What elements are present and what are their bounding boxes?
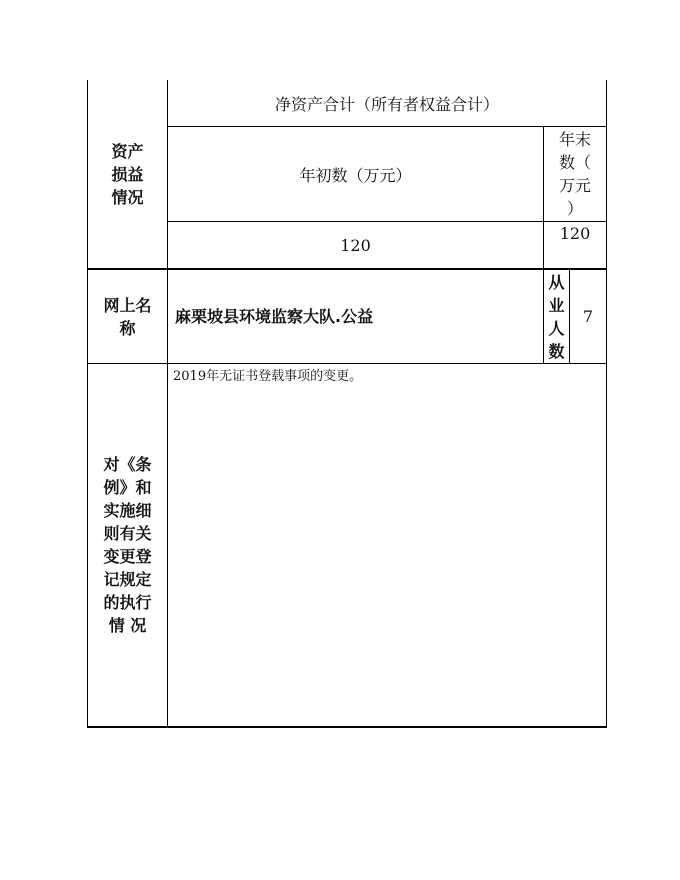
online-name-value: 麻栗坡县环境监察大队.公益: [175, 307, 374, 326]
label-line: 对《条: [103, 455, 152, 474]
label-char: 数: [548, 341, 565, 361]
label-line: 实施细: [103, 501, 152, 520]
label-char: 人: [548, 318, 565, 338]
label-line: 的执行: [103, 593, 152, 612]
table-border-right: [606, 80, 607, 727]
label-line: 例》和: [103, 478, 152, 497]
label-line: 资产: [111, 141, 144, 161]
asset-section-label: [88, 80, 167, 268]
label-line: 万元: [558, 176, 591, 195]
row-divider-values: [167, 221, 607, 222]
begin-of-year-label: 年初数（万元）: [299, 165, 412, 185]
rules-compliance-content: 2019年无证书登载事项的变更。: [173, 369, 363, 384]
label-char: 业: [548, 295, 565, 315]
label-line: 情 况: [108, 616, 147, 635]
label-line: 网上名: [103, 295, 152, 315]
label-line: 年末: [558, 130, 591, 149]
rules-compliance-label: [88, 364, 167, 726]
label-line: 情况: [111, 187, 144, 207]
staff-count-label: [544, 270, 569, 363]
net-asset-header: 净资产合计（所有者权益合计）: [274, 94, 499, 114]
label-line: 变更登: [103, 547, 152, 566]
label-line: 记规定: [103, 570, 152, 589]
label-line: 则有关: [103, 524, 152, 543]
label-line: 损益: [111, 164, 144, 184]
staff-count-value: 7: [582, 307, 594, 326]
end-of-year-label: [544, 127, 606, 221]
label-line: ）: [566, 199, 583, 218]
end-of-year-value: 120: [559, 223, 591, 243]
table-border-bottom: [87, 726, 607, 728]
label-line: 称: [119, 318, 136, 338]
begin-of-year-value: 120: [340, 235, 371, 255]
label-char: 从: [548, 272, 565, 292]
online-name-label: [88, 270, 167, 363]
label-line: 数（: [558, 153, 591, 172]
